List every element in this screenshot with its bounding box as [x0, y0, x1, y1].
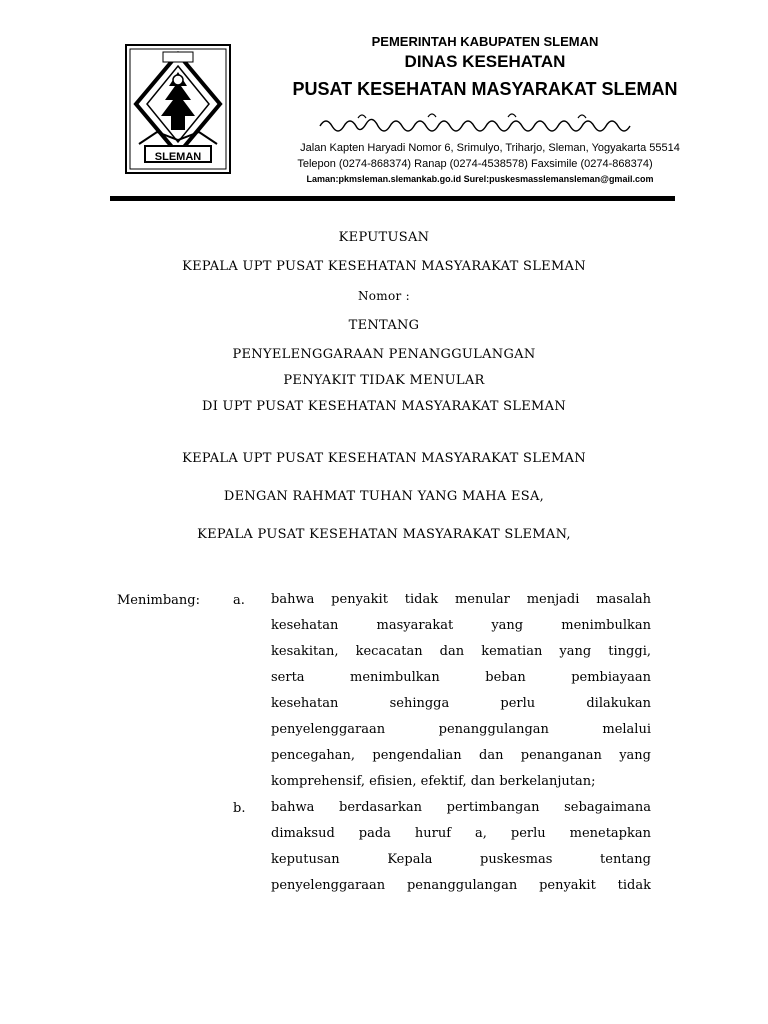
- item-a-line: kesehatan masyarakat yang menimbulkan: [271, 618, 651, 633]
- item-b-line: penyelenggaraan penanggulangan penyakit tidak: [271, 878, 651, 893]
- about-line: TENTANG: [348, 318, 420, 333]
- item-a-letter: a.: [233, 593, 245, 608]
- item-a-line: serta menimbulkan beban pembiayaan: [271, 670, 651, 685]
- item-a-line: penyelenggaraan penanggulangan melalui: [271, 722, 651, 737]
- item-a-line: bahwa penyakit tidak menular menjadi masalah: [271, 592, 651, 607]
- number-line: Nomor :: [357, 289, 411, 303]
- item-a-line: kesakitan, kecacatan dan kematian yang tinggi,: [271, 644, 651, 659]
- item-a-line: kesehatan sehingga perlu dilakukan: [271, 696, 651, 711]
- item-a-line: pencegahan, pengendalian dan penanganan yang: [271, 748, 651, 763]
- department-name: DINAS KESEHATAN: [404, 52, 566, 71]
- government-name: PEMERINTAH KABUPATEN SLEMAN: [371, 34, 599, 49]
- head-line: KEPALA PUSAT KESEHATAN MASYARAKAT SLEMAN,: [197, 527, 571, 542]
- blessing-line: DENGAN RAHMAT TUHAN YANG MAHA ESA,: [223, 489, 545, 504]
- subject-line-1: PENYELENGGARAAN PENANGGULANGAN: [232, 347, 536, 362]
- item-b-line: keputusan Kepala puskesmas tentang: [271, 852, 651, 867]
- health-center-name: PUSAT KESEHATAN MASYARAKAT SLEMAN: [292, 79, 678, 99]
- address-line: Jalan Kapten Haryadi Nomor 6, Srimulyo, Triharjo, Sleman, Yogyakarta 55514: [300, 142, 680, 154]
- javanese-script-line: [318, 110, 648, 138]
- subject-line-3: DI UPT PUSAT KESEHATAN MASYARAKAT SLEMAN: [201, 399, 567, 414]
- website-email-line: Laman:pkmsleman.slemankab.go.id Surel:puskesmasslemansleman@gmail.com: [306, 174, 654, 184]
- document-title: KEPUTUSAN: [338, 230, 430, 245]
- phone-line: Telepon (0274-868374) Ranap (0274-4538578) Faxsimile (0274-868374): [297, 158, 653, 170]
- item-b-line: bahwa berdasarkan pertimbangan sebagaimana: [271, 800, 651, 815]
- official-line: KEPALA UPT PUSAT KESEHATAN MASYARAKAT SLEMAN: [182, 451, 586, 466]
- item-a-line: komprehensif, efisien, efektif, dan berkelanjutan;: [271, 774, 596, 789]
- item-b-line: dimaksud pada huruf a, perlu menetapkan: [271, 826, 651, 841]
- considering-label: Menimbang:: [117, 593, 201, 608]
- letterhead: [0, 0, 768, 210]
- issuer-line: KEPALA UPT PUSAT KESEHATAN MASYARAKAT SLEMAN: [182, 259, 586, 274]
- letterhead-divider: [110, 196, 675, 201]
- item-b-text: [271, 795, 651, 899]
- subject-line-2: PENYAKIT TIDAK MENULAR: [283, 373, 485, 388]
- emblem-banner-text: SLEMAN: [154, 151, 202, 163]
- item-b-letter: b.: [233, 801, 246, 816]
- item-a-text: [271, 587, 651, 795]
